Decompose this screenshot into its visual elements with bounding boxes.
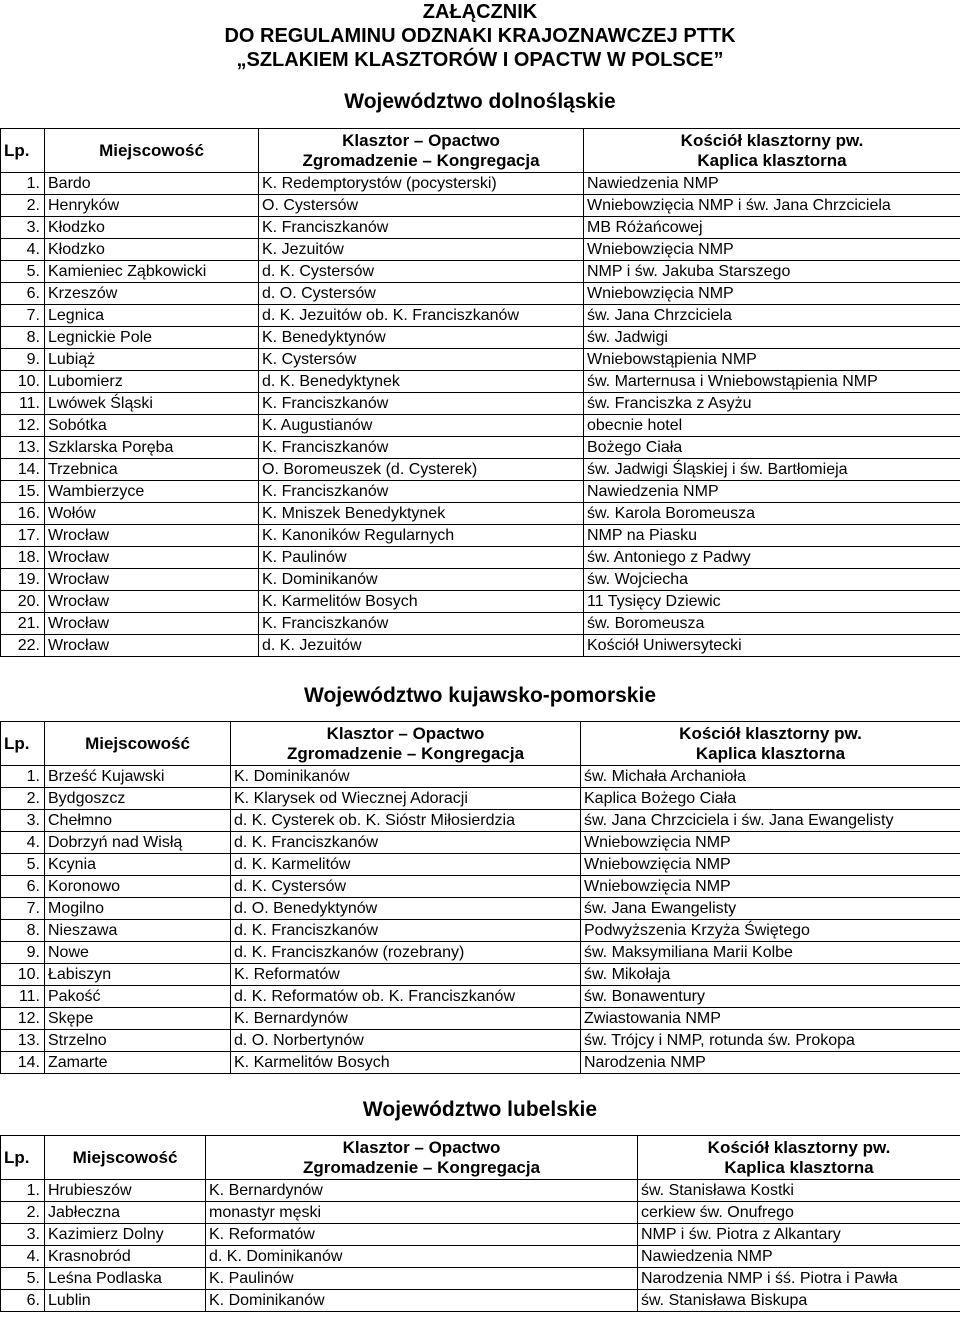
cell-kosciol: św. Maksymiliana Marii Kolbe <box>581 942 960 964</box>
header-subtitle: DO REGULAMINU ODZNAKI KRAJOZNAWCZEJ PTTK <box>224 25 736 47</box>
cell-kosciol: NMP i św. Piotra z Alkantary <box>638 1224 960 1246</box>
cell-lp: 12. <box>1 1008 45 1030</box>
cell-klasztor: K. Dominikanów <box>259 569 584 591</box>
cell-lp: 21. <box>1 613 45 635</box>
cell-klasztor: K. Augustianów <box>259 415 584 437</box>
table-row <box>1 920 960 942</box>
cell-klasztor: K. Mniszek Benedyktynek <box>259 503 584 525</box>
cell-lp: 3. <box>1 217 45 239</box>
cell-miejscowosc: Lublin <box>45 1290 206 1312</box>
cell-lp: 13. <box>1 1030 45 1052</box>
cell-miejscowosc: Wrocław <box>45 635 259 657</box>
cell-klasztor: d. K. Karmelitów <box>231 854 581 876</box>
table-row <box>1 788 960 810</box>
table-row <box>1 591 960 613</box>
table-row <box>1 305 960 327</box>
cell-klasztor: K. Paulinów <box>206 1268 638 1290</box>
table-row <box>1 437 960 459</box>
cell-miejscowosc: Lwówek Śląski <box>45 393 259 415</box>
cell-lp: 4. <box>1 832 45 854</box>
cell-miejscowosc: Dobrzyń nad Wisłą <box>45 832 231 854</box>
cell-miejscowosc: Bardo <box>45 173 259 195</box>
cell-kosciol: św. Karola Boromeusza <box>584 503 960 525</box>
cell-klasztor: d. K. Dominikanów <box>206 1246 638 1268</box>
cell-miejscowosc: Kłodzko <box>45 239 259 261</box>
column-header-klasztor: Klasztor – Opactwo Zgromadzenie – Kongregacja <box>259 129 584 173</box>
column-header-klasztor: Klasztor – Opactwo Zgromadzenie – Kongregacja <box>231 722 581 766</box>
table-row <box>1 261 960 283</box>
table-row <box>1 876 960 898</box>
cell-lp: 1. <box>1 173 45 195</box>
cell-klasztor: K. Reformatów <box>206 1224 638 1246</box>
cell-kosciol: Wniebowzięcia NMP i św. Jana Chrzciciela <box>584 195 960 217</box>
cell-kosciol: 11 Tysięcy Dziewic <box>584 591 960 613</box>
cell-klasztor: K. Franciszkanów <box>259 481 584 503</box>
cell-lp: 15. <box>1 481 45 503</box>
table-row <box>1 415 960 437</box>
cell-kosciol: Kościół Uniwersytecki <box>584 635 960 657</box>
cell-klasztor: O. Boromeuszek (d. Cysterek) <box>259 459 584 481</box>
cell-klasztor: d. K. Jezuitów ob. K. Franciszkanów <box>259 305 584 327</box>
cell-miejscowosc: Wrocław <box>45 613 259 635</box>
table-row <box>1 327 960 349</box>
cell-klasztor: K. Bernardynów <box>206 1180 638 1202</box>
cell-kosciol: św. Wojciecha <box>584 569 960 591</box>
cell-miejscowosc: Chełmno <box>45 810 231 832</box>
cell-miejscowosc: Krasnobród <box>45 1246 206 1268</box>
cell-lp: 11. <box>1 393 45 415</box>
cell-klasztor: d. K. Cystersów <box>259 261 584 283</box>
cell-klasztor: d. K. Cysterek ob. K. Sióstr Miłosierdzia <box>231 810 581 832</box>
cell-kosciol: Narodzenia NMP <box>581 1052 960 1074</box>
cell-lp: 10. <box>1 964 45 986</box>
cell-kosciol: św. Jadwigi Śląskiej i św. Bartłomieja <box>584 459 960 481</box>
cell-klasztor: K. Franciszkanów <box>259 217 584 239</box>
table-row <box>1 810 960 832</box>
cell-miejscowosc: Wrocław <box>45 525 259 547</box>
table-row <box>1 195 960 217</box>
monastery-table <box>0 1135 960 1312</box>
table-row <box>1 371 960 393</box>
cell-miejscowosc: Legnickie Pole <box>45 327 259 349</box>
table-row <box>1 503 960 525</box>
cell-klasztor: K. Benedyktynów <box>259 327 584 349</box>
cell-lp: 10. <box>1 371 45 393</box>
cell-klasztor: K. Reformatów <box>231 964 581 986</box>
cell-miejscowosc: Strzelno <box>45 1030 231 1052</box>
table-row <box>1 349 960 371</box>
table-row <box>1 283 960 305</box>
cell-lp: 20. <box>1 591 45 613</box>
monastery-table <box>0 721 960 1074</box>
cell-lp: 2. <box>1 788 45 810</box>
cell-klasztor: K. Bernardynów <box>231 1008 581 1030</box>
cell-klasztor: K. Klarysek od Wiecznej Adoracji <box>231 788 581 810</box>
table-row <box>1 217 960 239</box>
cell-lp: 8. <box>1 920 45 942</box>
column-header-miejscowosc: Miejscowość <box>45 1136 206 1180</box>
cell-klasztor: d. K. Benedyktynek <box>259 371 584 393</box>
cell-klasztor: K. Karmelitów Bosych <box>231 1052 581 1074</box>
table-row <box>1 239 960 261</box>
cell-lp: 4. <box>1 239 45 261</box>
cell-kosciol: NMP na Piasku <box>584 525 960 547</box>
cell-miejscowosc: Bydgoszcz <box>45 788 231 810</box>
cell-miejscowosc: Kazimierz Dolny <box>45 1224 206 1246</box>
cell-lp: 7. <box>1 898 45 920</box>
cell-kosciol: Nawiedzenia NMP <box>638 1246 960 1268</box>
cell-miejscowosc: Kcynia <box>45 854 231 876</box>
column-header-lp: Lp. <box>1 129 45 173</box>
cell-klasztor: K. Dominikanów <box>206 1290 638 1312</box>
section-title: Województwo kujawsko-pomorskie <box>304 684 656 707</box>
cell-klasztor: d. O. Benedyktynów <box>231 898 581 920</box>
table-row <box>1 393 960 415</box>
cell-lp: 3. <box>1 1224 45 1246</box>
cell-klasztor: K. Dominikanów <box>231 766 581 788</box>
table-row <box>1 1246 960 1268</box>
cell-klasztor: K. Jezuitów <box>259 239 584 261</box>
column-header-kosciol: Kościół klasztorny pw. Kaplica klasztorna <box>584 129 960 173</box>
table-row <box>1 1180 960 1202</box>
cell-klasztor: d. K. Franciszkanów (rozebrany) <box>231 942 581 964</box>
table-header-row <box>1 1136 960 1180</box>
cell-lp: 18. <box>1 547 45 569</box>
table-row <box>1 1290 960 1312</box>
cell-kosciol: MB Różańcowej <box>584 217 960 239</box>
table-row <box>1 942 960 964</box>
cell-lp: 2. <box>1 1202 45 1224</box>
table-row <box>1 766 960 788</box>
table-row <box>1 898 960 920</box>
table-row <box>1 854 960 876</box>
cell-miejscowosc: Wrocław <box>45 569 259 591</box>
cell-kosciol: cerkiew św. Onufrego <box>638 1202 960 1224</box>
cell-miejscowosc: Mogilno <box>45 898 231 920</box>
cell-miejscowosc: Lubiąż <box>45 349 259 371</box>
table-row <box>1 1008 960 1030</box>
cell-kosciol: Podwyższenia Krzyża Świętego <box>581 920 960 942</box>
cell-kosciol: św. Stanisława Biskupa <box>638 1290 960 1312</box>
cell-lp: 14. <box>1 1052 45 1074</box>
cell-kosciol: Nawiedzenia NMP <box>584 481 960 503</box>
monastery-table <box>0 128 960 657</box>
cell-klasztor: d. K. Franciszkanów <box>231 832 581 854</box>
cell-miejscowosc: Legnica <box>45 305 259 327</box>
cell-lp: 22. <box>1 635 45 657</box>
cell-miejscowosc: Wambierzyce <box>45 481 259 503</box>
cell-kosciol: Wniebowzięcia NMP <box>584 239 960 261</box>
cell-lp: 5. <box>1 854 45 876</box>
cell-kosciol: św. Antoniego z Padwy <box>584 547 960 569</box>
cell-lp: 5. <box>1 1268 45 1290</box>
cell-klasztor: d. K. Franciszkanów <box>231 920 581 942</box>
cell-klasztor: d. K. Reformatów ob. K. Franciszkanów <box>231 986 581 1008</box>
cell-miejscowosc: Wrocław <box>45 547 259 569</box>
cell-lp: 9. <box>1 942 45 964</box>
cell-lp: 5. <box>1 261 45 283</box>
cell-kosciol: św. Jana Ewangelisty <box>581 898 960 920</box>
cell-lp: 3. <box>1 810 45 832</box>
cell-miejscowosc: Skępe <box>45 1008 231 1030</box>
cell-lp: 6. <box>1 876 45 898</box>
cell-kosciol: Wniebowzięcia NMP <box>584 283 960 305</box>
table-row <box>1 173 960 195</box>
cell-lp: 17. <box>1 525 45 547</box>
cell-kosciol: św. Boromeusza <box>584 613 960 635</box>
cell-lp: 1. <box>1 766 45 788</box>
cell-kosciol: Kaplica Bożego Ciała <box>581 788 960 810</box>
cell-miejscowosc: Krzeszów <box>45 283 259 305</box>
cell-lp: 7. <box>1 305 45 327</box>
column-header-klasztor: Klasztor – Opactwo Zgromadzenie – Kongregacja <box>206 1136 638 1180</box>
document-header <box>0 0 960 72</box>
cell-kosciol: św. Marternusa i Wniebowstąpienia NMP <box>584 371 960 393</box>
table-row <box>1 986 960 1008</box>
cell-kosciol: św. Bonawentury <box>581 986 960 1008</box>
cell-lp: 9. <box>1 349 45 371</box>
cell-lp: 16. <box>1 503 45 525</box>
cell-miejscowosc: Wołów <box>45 503 259 525</box>
table-row <box>1 1202 960 1224</box>
table-row <box>1 1030 960 1052</box>
column-header-miejscowosc: Miejscowość <box>45 722 231 766</box>
cell-miejscowosc: Pakość <box>45 986 231 1008</box>
cell-klasztor: d. O. Norbertynów <box>231 1030 581 1052</box>
cell-kosciol: św. Jadwigi <box>584 327 960 349</box>
column-header-lp: Lp. <box>1 722 45 766</box>
table-row <box>1 569 960 591</box>
table-row <box>1 481 960 503</box>
column-header-miejscowosc: Miejscowość <box>45 129 259 173</box>
cell-miejscowosc: Nowe <box>45 942 231 964</box>
cell-klasztor: K. Paulinów <box>259 547 584 569</box>
cell-klasztor: K. Franciszkanów <box>259 437 584 459</box>
cell-kosciol: obecnie hotel <box>584 415 960 437</box>
table-row <box>1 525 960 547</box>
cell-lp: 2. <box>1 195 45 217</box>
cell-lp: 13. <box>1 437 45 459</box>
cell-miejscowosc: Brześć Kujawski <box>45 766 231 788</box>
cell-miejscowosc: Leśna Podlaska <box>45 1268 206 1290</box>
section-title: Województwo dolnośląskie <box>344 90 616 113</box>
cell-miejscowosc: Hrubieszów <box>45 1180 206 1202</box>
cell-klasztor: K. Franciszkanów <box>259 393 584 415</box>
cell-kosciol: św. Franciszka z Asyżu <box>584 393 960 415</box>
cell-lp: 12. <box>1 415 45 437</box>
table-row <box>1 635 960 657</box>
table-row <box>1 1224 960 1246</box>
cell-miejscowosc: Zamarte <box>45 1052 231 1074</box>
cell-lp: 14. <box>1 459 45 481</box>
cell-kosciol: św. Jana Chrzciciela <box>584 305 960 327</box>
table-row <box>1 1052 960 1074</box>
cell-kosciol: Narodzenia NMP i śś. Piotra i Pawła <box>638 1268 960 1290</box>
header-title: ZAŁĄCZNIK <box>422 1 538 23</box>
cell-miejscowosc: Jabłeczna <box>45 1202 206 1224</box>
cell-miejscowosc: Szklarska Poręba <box>45 437 259 459</box>
cell-kosciol: św. Jana Chrzciciela i św. Jana Ewangelisty <box>581 810 960 832</box>
cell-kosciol: Wniebowzięcia NMP <box>581 876 960 898</box>
cell-lp: 4. <box>1 1246 45 1268</box>
column-header-kosciol: Kościół klasztorny pw. Kaplica klasztorna <box>638 1136 960 1180</box>
cell-lp: 19. <box>1 569 45 591</box>
cell-klasztor: d. K. Cystersów <box>231 876 581 898</box>
cell-miejscowosc: Trzebnica <box>45 459 259 481</box>
cell-klasztor: monastyr męski <box>206 1202 638 1224</box>
cell-klasztor: K. Cystersów <box>259 349 584 371</box>
cell-kosciol: Bożego Ciała <box>584 437 960 459</box>
cell-klasztor: K. Kanoników Regularnych <box>259 525 584 547</box>
column-header-lp: Lp. <box>1 1136 45 1180</box>
cell-kosciol: Wniebowstąpienia NMP <box>584 349 960 371</box>
table-row <box>1 613 960 635</box>
cell-kosciol: św. Michała Archanioła <box>581 766 960 788</box>
table-header-row <box>1 722 960 766</box>
section-title: Województwo lubelskie <box>362 1098 598 1121</box>
cell-klasztor: d. O. Cystersów <box>259 283 584 305</box>
cell-miejscowosc: Kłodzko <box>45 217 259 239</box>
cell-miejscowosc: Henryków <box>45 195 259 217</box>
cell-miejscowosc: Koronowo <box>45 876 231 898</box>
cell-lp: 6. <box>1 283 45 305</box>
cell-lp: 11. <box>1 986 45 1008</box>
cell-kosciol: św. Mikołaja <box>581 964 960 986</box>
cell-lp: 8. <box>1 327 45 349</box>
cell-kosciol: Wniebowzięcia NMP <box>581 832 960 854</box>
cell-miejscowosc: Lubomierz <box>45 371 259 393</box>
cell-kosciol: Wniebowzięcia NMP <box>581 854 960 876</box>
table-row <box>1 459 960 481</box>
cell-lp: 1. <box>1 1180 45 1202</box>
cell-miejscowosc: Sobótka <box>45 415 259 437</box>
cell-kosciol: św. Trójcy i NMP, rotunda św. Prokopa <box>581 1030 960 1052</box>
cell-miejscowosc: Kamieniec Ząbkowicki <box>45 261 259 283</box>
table-row <box>1 964 960 986</box>
column-header-kosciol: Kościół klasztorny pw. Kaplica klasztorna <box>581 722 960 766</box>
table-row <box>1 1268 960 1290</box>
header-subtitle-2: „SZLAKIEM KLASZTORÓW I OPACTW W POLSCE” <box>236 49 724 71</box>
cell-klasztor: O. Cystersów <box>259 195 584 217</box>
cell-kosciol: Nawiedzenia NMP <box>584 173 960 195</box>
table-header-row <box>1 129 960 173</box>
cell-miejscowosc: Wrocław <box>45 591 259 613</box>
cell-klasztor: K. Redemptorystów (pocysterski) <box>259 173 584 195</box>
cell-klasztor: K. Franciszkanów <box>259 613 584 635</box>
table-row <box>1 832 960 854</box>
cell-miejscowosc: Łabiszyn <box>45 964 231 986</box>
cell-miejscowosc: Nieszawa <box>45 920 231 942</box>
cell-klasztor: K. Karmelitów Bosych <box>259 591 584 613</box>
cell-kosciol: Zwiastowania NMP <box>581 1008 960 1030</box>
table-row <box>1 547 960 569</box>
cell-kosciol: św. Stanisława Kostki <box>638 1180 960 1202</box>
cell-kosciol: NMP i św. Jakuba Starszego <box>584 261 960 283</box>
cell-klasztor: d. K. Jezuitów <box>259 635 584 657</box>
cell-lp: 6. <box>1 1290 45 1312</box>
